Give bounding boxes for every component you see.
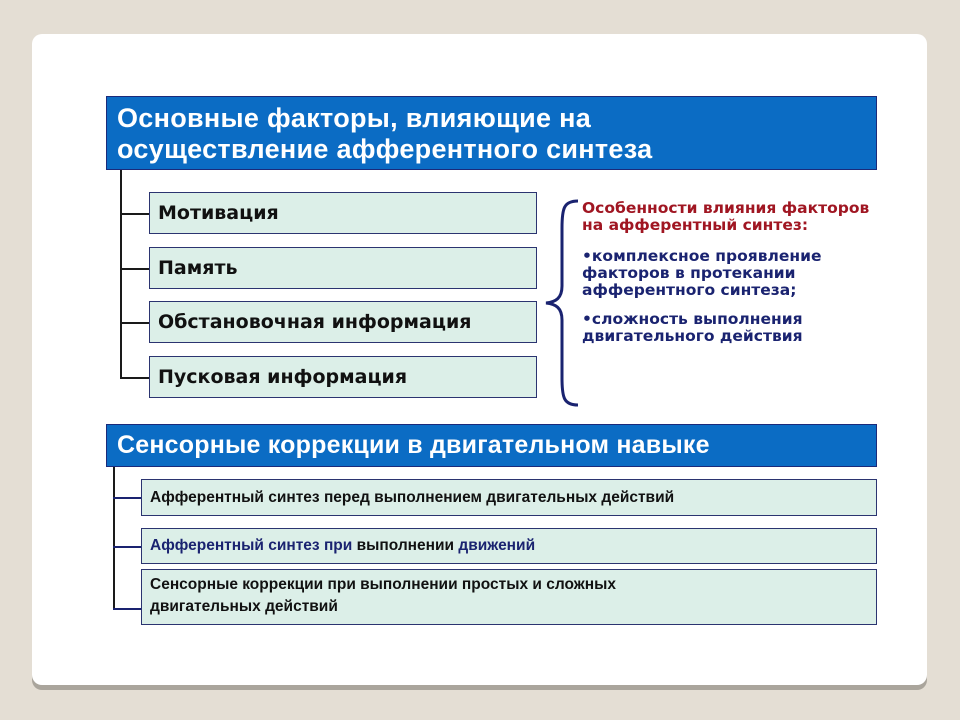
item-sensory-corrections-line1: Сенсорные коррекции при выполнении простых и сложных <box>150 576 616 593</box>
factor-trigger-info: Пусковая информация <box>149 356 537 398</box>
note-bullet: •сложность выполнения двигательного действия <box>582 310 803 345</box>
section2-title: Сенсорные коррекции в двигательном навыке <box>117 431 710 459</box>
section1-connector-branch <box>120 322 149 324</box>
section2-connector-vertical <box>113 467 115 609</box>
note-heading: Особенности влияния факторов на афферентный синтез: <box>582 199 870 234</box>
section2-connector-branch <box>113 608 141 610</box>
section1-title-line1: Основные факторы, влияющие на <box>117 103 592 133</box>
item-afferent-before <box>141 479 877 516</box>
item-afferent-during-part1: Афферентный синтез при <box>150 537 357 554</box>
item-sensory-corrections-line2: двигательных действий <box>150 598 338 615</box>
section2-connector-branch <box>113 497 141 499</box>
item-afferent-before-label: Афферентный синтез перед выполнением двигательных действий <box>150 489 675 506</box>
item-afferent-during-part3: движений <box>454 537 536 554</box>
section2-title-bar <box>106 424 877 467</box>
section1-connector-branch <box>120 213 149 215</box>
note-bullet: •комплексное проявление факторов в протекании афферентного синтеза; <box>582 247 822 299</box>
section1-connector-branch <box>120 377 149 379</box>
factor-situational-info: Обстановочная информация <box>149 301 537 343</box>
section1-title-line2: осуществление афферентного синтеза <box>117 134 653 164</box>
section1-title-bar <box>106 96 877 170</box>
curly-brace-icon <box>542 198 582 408</box>
section1-connector-branch <box>120 268 149 270</box>
factors-influence-note <box>582 200 872 357</box>
item-afferent-during-part2: выполнении <box>356 537 455 554</box>
factor-memory: Память <box>149 247 537 289</box>
factor-motivation: Мотивация <box>149 192 537 234</box>
section2-connector-branch <box>113 546 141 548</box>
section1-connector-vertical <box>120 170 122 378</box>
item-sensory-corrections <box>141 569 877 625</box>
item-afferent-during <box>141 528 877 564</box>
